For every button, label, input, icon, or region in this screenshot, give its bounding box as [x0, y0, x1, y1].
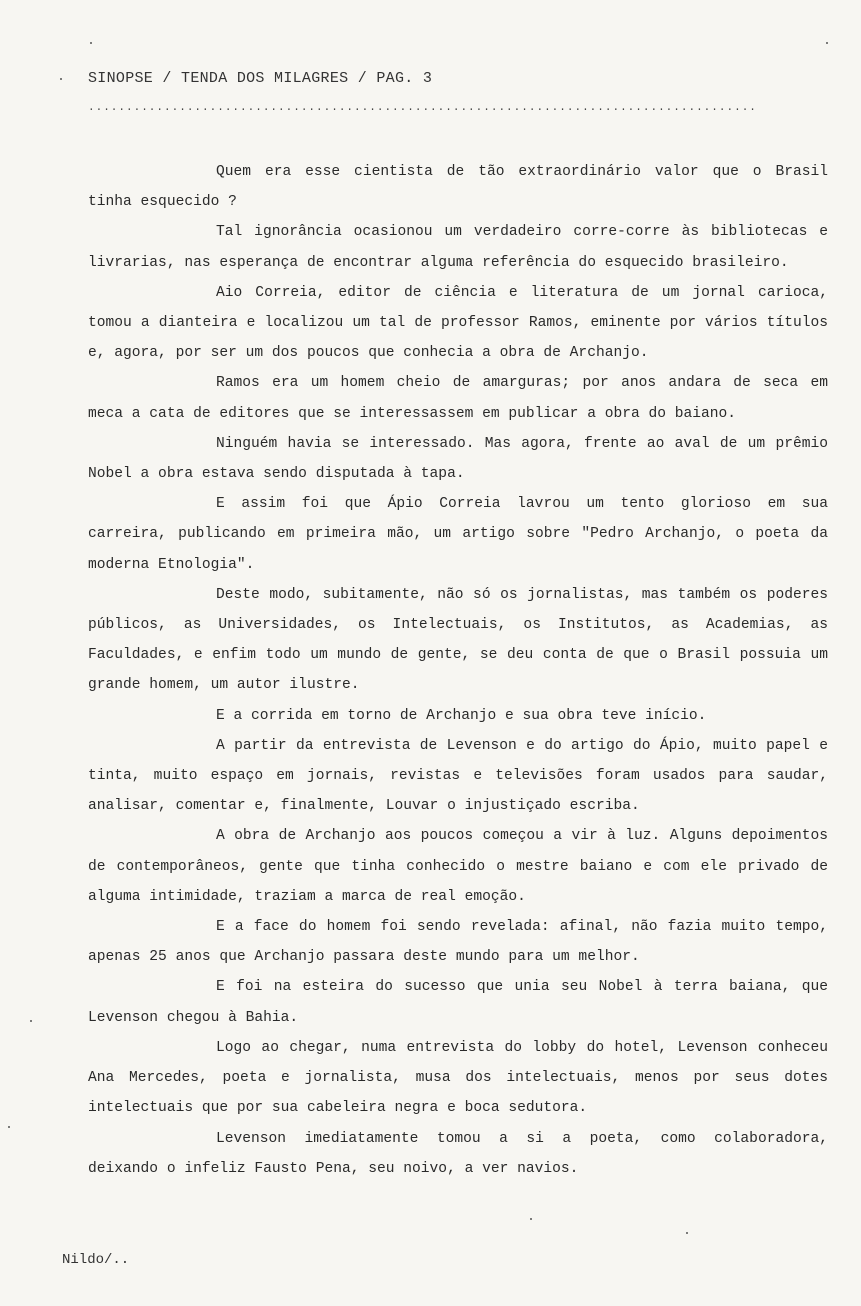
header-separator: ........................................................................................ [88, 102, 757, 114]
paragraph: Aio Correia, editor de ciência e literatura de um jornal carioca, tomou a dianteira e localizou um tal de professor Ramos, eminente por vários títulos e, agora, por ser um dos poucos que conhecia a obra de Archanjo. [88, 284, 828, 362]
paragraph: Quem era esse cientista de tão extraordinário valor que o Brasil tinha esquecido ? [88, 164, 828, 211]
paragraph: Tal ignorância ocasionou um verdadeiro corre-corre às bibliotecas e livrarias, nas esperança de encontrar alguma referência do esquecido brasileiro. [88, 224, 828, 271]
paper-speck [8, 1126, 10, 1128]
paragraph: E a face do homem foi sendo revelada: afinal, não fazia muito tempo, apenas 25 anos que Archanjo passara deste mundo para um melhor. [88, 919, 828, 966]
paragraph: E foi na esteira do sucesso que unia seu Nobel à terra baiana, que Levenson chegou à Bahia. [88, 979, 828, 1026]
paragraph: Deste modo, subitamente, não só os jornalistas, mas também os poderes públicos, as Universidades, os Intelectuais, os Institutos, as Academias, as Faculdades, e enfim todo um mundo de gente, se deu conta de que o Brasil possuia um grande homem, um autor ilustre. [88, 586, 828, 694]
paragraph: Logo ao chegar, numa entrevista do lobby do hotel, Levenson conheceu Ana Mercedes, poeta e jornalista, musa dos intelectuais, menos por seus dotes intelectuais que por sua cabeleira negra e boca sedutora. [88, 1039, 828, 1117]
footer-signature: Nildo/.. [62, 1252, 130, 1268]
paragraph: E assim foi que Ápio Correia lavrou um tento glorioso em sua carreira, publicando em primeira mão, um artigo sobre "Pedro Archanjo, o poeta da moderna Etnologia". [88, 496, 828, 573]
paper-speck [686, 1232, 688, 1234]
paragraph: Ramos era um homem cheio de amarguras; por anos andara de seca em meca a cata de editores que se interessassem em publicar a obra do baiano. [88, 375, 828, 422]
page-header: SINOPSE / TENDA DOS MILAGRES / PAG. 3 [88, 70, 433, 87]
paragraph: A partir da entrevista de Levenson e do artigo do Ápio, muito papel e tinta, muito espaço em jornais, revistas e televisões foram usados para saudar, analisar, comentar e, finalmente, Louvar o injustiçado escriba. [88, 737, 828, 815]
paper-speck [530, 1218, 532, 1220]
paper-speck [30, 1020, 32, 1022]
paragraph: E a corrida em torno de Archanjo e sua obra teve início. [216, 707, 707, 724]
paragraph: Ninguém havia se interessado. Mas agora, frente ao aval de um prêmio Nobel a obra estava sendo disputada à tapa. [88, 435, 828, 483]
paper-speck [90, 42, 92, 44]
paragraph: Levenson imediatamente tomou a si a poeta, como colaboradora, deixando o infeliz Fausto Pena, seu noivo, a ver navios. [88, 1130, 828, 1177]
document-body [88, 157, 828, 1184]
paragraph: A obra de Archanjo aos poucos começou a vir à luz. Alguns depoimentos de contemporâneos, gente que tinha conhecido o mestre baiano e com ele privado de alguma intimidade, traziam a marca de real emoção. [88, 828, 828, 905]
paper-speck [60, 78, 62, 80]
paper-speck [826, 42, 828, 44]
